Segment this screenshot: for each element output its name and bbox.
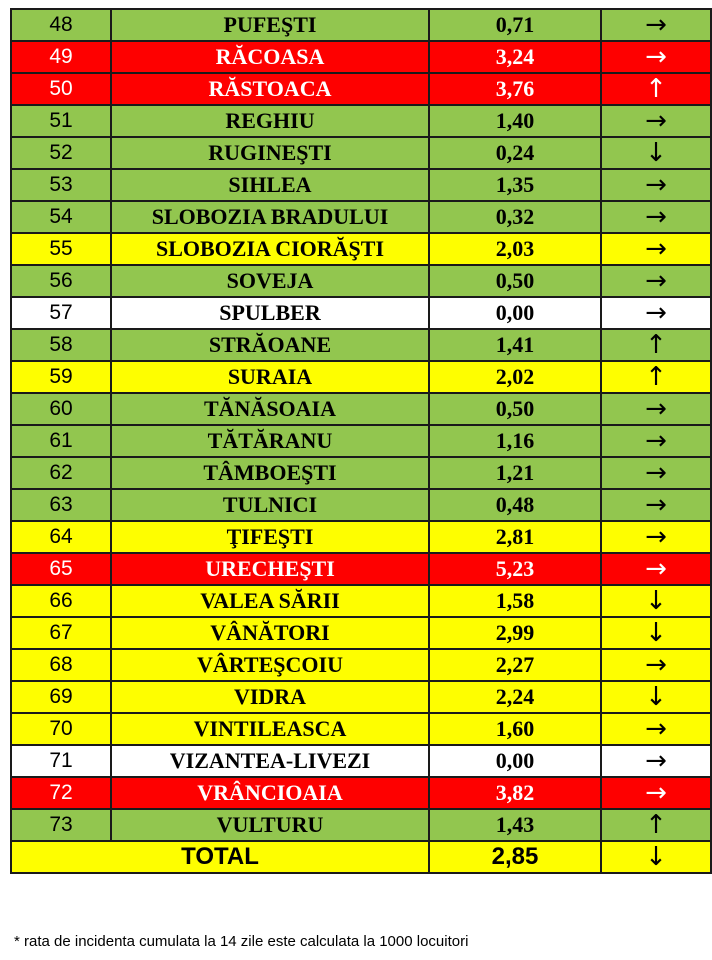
trend-arrow-icon: → xyxy=(601,457,711,489)
row-number: 66 xyxy=(11,585,111,617)
incidence-rate: 3,76 xyxy=(429,73,601,105)
locality-name: VÂNĂTORI xyxy=(111,617,429,649)
table-row xyxy=(11,329,711,361)
row-number: 59 xyxy=(11,361,111,393)
incidence-rate: 1,35 xyxy=(429,169,601,201)
table-row xyxy=(11,521,711,553)
table-row xyxy=(11,9,711,41)
table-row xyxy=(11,649,711,681)
locality-name: SPULBER xyxy=(111,297,429,329)
row-number: 52 xyxy=(11,137,111,169)
trend-arrow-icon: → xyxy=(601,713,711,745)
trend-arrow-icon: → xyxy=(601,201,711,233)
table-row xyxy=(11,585,711,617)
row-number: 53 xyxy=(11,169,111,201)
incidence-rate: 3,24 xyxy=(429,41,601,73)
row-number: 49 xyxy=(11,41,111,73)
locality-name: TULNICI xyxy=(111,489,429,521)
locality-name: RĂCOASA xyxy=(111,41,429,73)
table-row xyxy=(11,745,711,777)
trend-arrow-icon: → xyxy=(601,649,711,681)
trend-arrow-icon: → xyxy=(601,553,711,585)
trend-arrow-icon: → xyxy=(601,425,711,457)
incidence-rate: 1,16 xyxy=(429,425,601,457)
row-number: 65 xyxy=(11,553,111,585)
table-row xyxy=(11,41,711,73)
total-rate: 2,85 xyxy=(429,841,601,873)
incidence-rate: 1,21 xyxy=(429,457,601,489)
locality-name: VINTILEASCA xyxy=(111,713,429,745)
trend-arrow-icon: → xyxy=(601,777,711,809)
footnote: * rata de incidenta cumulata la 14 zile este calculata la 1000 locuitori xyxy=(14,933,469,950)
locality-name: TĂNĂSOAIA xyxy=(111,393,429,425)
row-number: 55 xyxy=(11,233,111,265)
row-number: 54 xyxy=(11,201,111,233)
trend-arrow-icon: → xyxy=(601,521,711,553)
locality-name: VÂRTEŞCOIU xyxy=(111,649,429,681)
table-row xyxy=(11,777,711,809)
locality-name: VRÂNCIOAIA xyxy=(111,777,429,809)
table-row xyxy=(11,105,711,137)
incidence-rate: 1,43 xyxy=(429,809,601,841)
incidence-rate: 0,48 xyxy=(429,489,601,521)
incidence-rate: 0,50 xyxy=(429,265,601,297)
table-row xyxy=(11,681,711,713)
incidence-rate: 2,81 xyxy=(429,521,601,553)
incidence-rate: 2,27 xyxy=(429,649,601,681)
incidence-rate: 2,99 xyxy=(429,617,601,649)
table-row xyxy=(11,457,711,489)
total-trend-arrow-icon: ↓ xyxy=(601,841,711,873)
table-row xyxy=(11,233,711,265)
row-number: 69 xyxy=(11,681,111,713)
table-row xyxy=(11,361,711,393)
locality-name: RUGINEŞTI xyxy=(111,137,429,169)
table-row xyxy=(11,489,711,521)
row-number: 72 xyxy=(11,777,111,809)
row-number: 70 xyxy=(11,713,111,745)
locality-name: SLOBOZIA CIORĂŞTI xyxy=(111,233,429,265)
trend-arrow-icon: ↓ xyxy=(601,137,711,169)
incidence-rate: 1,58 xyxy=(429,585,601,617)
total-label: TOTAL xyxy=(11,841,429,873)
row-number: 68 xyxy=(11,649,111,681)
table-row xyxy=(11,713,711,745)
incidence-rate: 1,40 xyxy=(429,105,601,137)
table-row xyxy=(11,73,711,105)
trend-arrow-icon: ↓ xyxy=(601,681,711,713)
trend-arrow-icon: → xyxy=(601,233,711,265)
locality-name: URECHEŞTI xyxy=(111,553,429,585)
trend-arrow-icon: → xyxy=(601,297,711,329)
incidence-rate: 2,24 xyxy=(429,681,601,713)
incidence-table-body xyxy=(11,9,711,873)
incidence-rate: 3,82 xyxy=(429,777,601,809)
row-number: 63 xyxy=(11,489,111,521)
locality-name: RĂSTOACA xyxy=(111,73,429,105)
table-row xyxy=(11,137,711,169)
trend-arrow-icon: → xyxy=(601,265,711,297)
locality-name: VALEA SĂRII xyxy=(111,585,429,617)
incidence-rate: 0,24 xyxy=(429,137,601,169)
incidence-rate: 0,32 xyxy=(429,201,601,233)
row-number: 73 xyxy=(11,809,111,841)
locality-name: VIDRA xyxy=(111,681,429,713)
locality-name: SLOBOZIA BRADULUI xyxy=(111,201,429,233)
locality-name: REGHIU xyxy=(111,105,429,137)
table-row xyxy=(11,809,711,841)
locality-name: SURAIA xyxy=(111,361,429,393)
incidence-rate: 0,00 xyxy=(429,745,601,777)
locality-name: TĂTĂRANU xyxy=(111,425,429,457)
trend-arrow-icon: ↑ xyxy=(601,809,711,841)
incidence-rate: 0,50 xyxy=(429,393,601,425)
trend-arrow-icon: → xyxy=(601,489,711,521)
trend-arrow-icon: ↑ xyxy=(601,73,711,105)
trend-arrow-icon: ↑ xyxy=(601,361,711,393)
incidence-rate: 2,02 xyxy=(429,361,601,393)
row-number: 58 xyxy=(11,329,111,361)
locality-name: VULTURU xyxy=(111,809,429,841)
trend-arrow-icon: → xyxy=(601,745,711,777)
locality-name: SIHLEA xyxy=(111,169,429,201)
table-row xyxy=(11,297,711,329)
table-row xyxy=(11,553,711,585)
incidence-rate: 2,03 xyxy=(429,233,601,265)
incidence-table xyxy=(10,8,712,874)
trend-arrow-icon: → xyxy=(601,41,711,73)
locality-name: VIZANTEA-LIVEZI xyxy=(111,745,429,777)
incidence-rate: 5,23 xyxy=(429,553,601,585)
row-number: 64 xyxy=(11,521,111,553)
row-number: 50 xyxy=(11,73,111,105)
row-number: 51 xyxy=(11,105,111,137)
row-number: 71 xyxy=(11,745,111,777)
table-row xyxy=(11,201,711,233)
incidence-rate: 0,71 xyxy=(429,9,601,41)
incidence-rate: 1,41 xyxy=(429,329,601,361)
trend-arrow-icon: ↓ xyxy=(601,585,711,617)
table-row xyxy=(11,265,711,297)
table-row xyxy=(11,617,711,649)
locality-name: ŢIFEŞTI xyxy=(111,521,429,553)
incidence-rate: 1,60 xyxy=(429,713,601,745)
total-row xyxy=(11,841,711,873)
locality-name: PUFEŞTI xyxy=(111,9,429,41)
row-number: 62 xyxy=(11,457,111,489)
table-row xyxy=(11,393,711,425)
trend-arrow-icon: ↑ xyxy=(601,329,711,361)
row-number: 57 xyxy=(11,297,111,329)
locality-name: STRĂOANE xyxy=(111,329,429,361)
table-row xyxy=(11,425,711,457)
locality-name: TÂMBOEŞTI xyxy=(111,457,429,489)
trend-arrow-icon: → xyxy=(601,9,711,41)
row-number: 60 xyxy=(11,393,111,425)
table-row xyxy=(11,169,711,201)
row-number: 67 xyxy=(11,617,111,649)
row-number: 61 xyxy=(11,425,111,457)
row-number: 56 xyxy=(11,265,111,297)
trend-arrow-icon: → xyxy=(601,393,711,425)
row-number: 48 xyxy=(11,9,111,41)
incidence-rate: 0,00 xyxy=(429,297,601,329)
locality-name: SOVEJA xyxy=(111,265,429,297)
trend-arrow-icon: ↓ xyxy=(601,617,711,649)
trend-arrow-icon: → xyxy=(601,169,711,201)
trend-arrow-icon: → xyxy=(601,105,711,137)
